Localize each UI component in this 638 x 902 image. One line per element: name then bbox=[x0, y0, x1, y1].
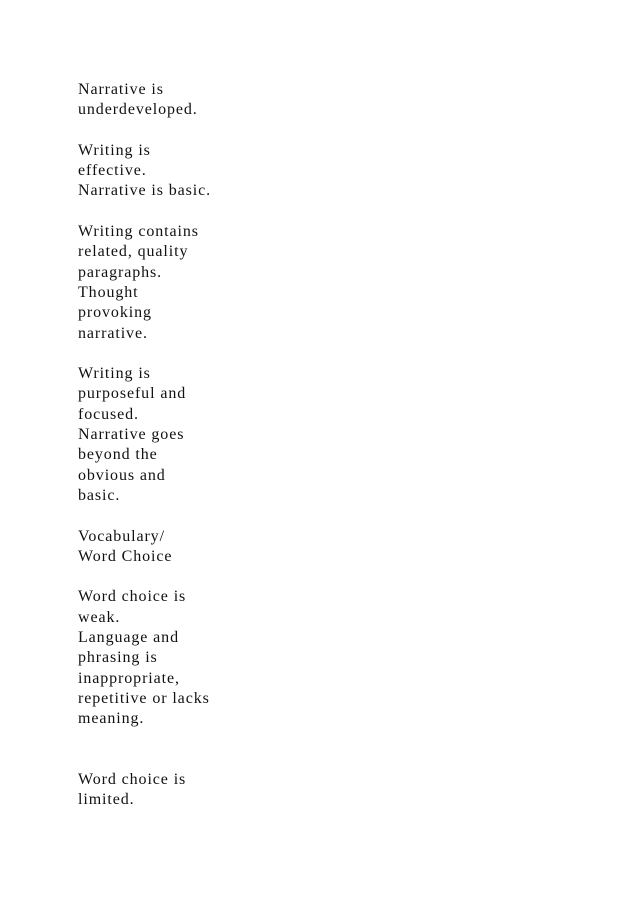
text-line: Writing contains bbox=[78, 223, 199, 241]
text-line: Thought bbox=[78, 283, 139, 301]
text-line: Vocabulary/ bbox=[78, 527, 165, 545]
document-page bbox=[78, 80, 378, 831]
text-line: provoking bbox=[78, 304, 152, 322]
paragraph-writing-effective bbox=[78, 141, 378, 202]
text-line: Narrative is bbox=[78, 81, 164, 98]
text-line: Word Choice bbox=[78, 547, 173, 565]
paragraph-word-choice-weak bbox=[78, 587, 378, 729]
paragraph-word-choice-limited bbox=[78, 770, 378, 811]
text-line: related, quality bbox=[78, 243, 189, 261]
paragraph-writing-purposeful bbox=[78, 364, 378, 506]
text-line: Writing is bbox=[78, 141, 151, 159]
text-line: Writing is bbox=[78, 365, 151, 383]
text-line: Word choice is bbox=[78, 588, 187, 606]
text-line: meaning. bbox=[78, 710, 145, 728]
text-line: focused. bbox=[78, 405, 139, 423]
text-line: narrative. bbox=[78, 324, 148, 342]
text-line: beyond the bbox=[78, 446, 158, 464]
text-line: inappropriate, bbox=[78, 669, 180, 687]
paragraph-narrative-underdeveloped bbox=[78, 80, 378, 121]
text-line: weak. bbox=[78, 608, 121, 626]
text-line: obvious and bbox=[78, 466, 166, 484]
text-line: repetitive or lacks bbox=[78, 689, 210, 707]
paragraph-vocabulary-heading bbox=[78, 527, 378, 568]
paragraph-writing-quality bbox=[78, 222, 378, 344]
text-line: effective. bbox=[78, 162, 147, 180]
text-line: Narrative is basic. bbox=[78, 182, 212, 200]
text-line: Word choice is bbox=[78, 771, 187, 789]
text-line: Narrative goes bbox=[78, 426, 185, 444]
text-line: basic. bbox=[78, 486, 121, 504]
text-line: purposeful and bbox=[78, 385, 187, 403]
text-line: paragraphs. bbox=[78, 263, 163, 281]
text-line: underdeveloped. bbox=[78, 101, 198, 119]
text-line: limited. bbox=[78, 791, 135, 809]
text-line: Language and bbox=[78, 629, 179, 647]
text-line: phrasing is bbox=[78, 649, 158, 667]
